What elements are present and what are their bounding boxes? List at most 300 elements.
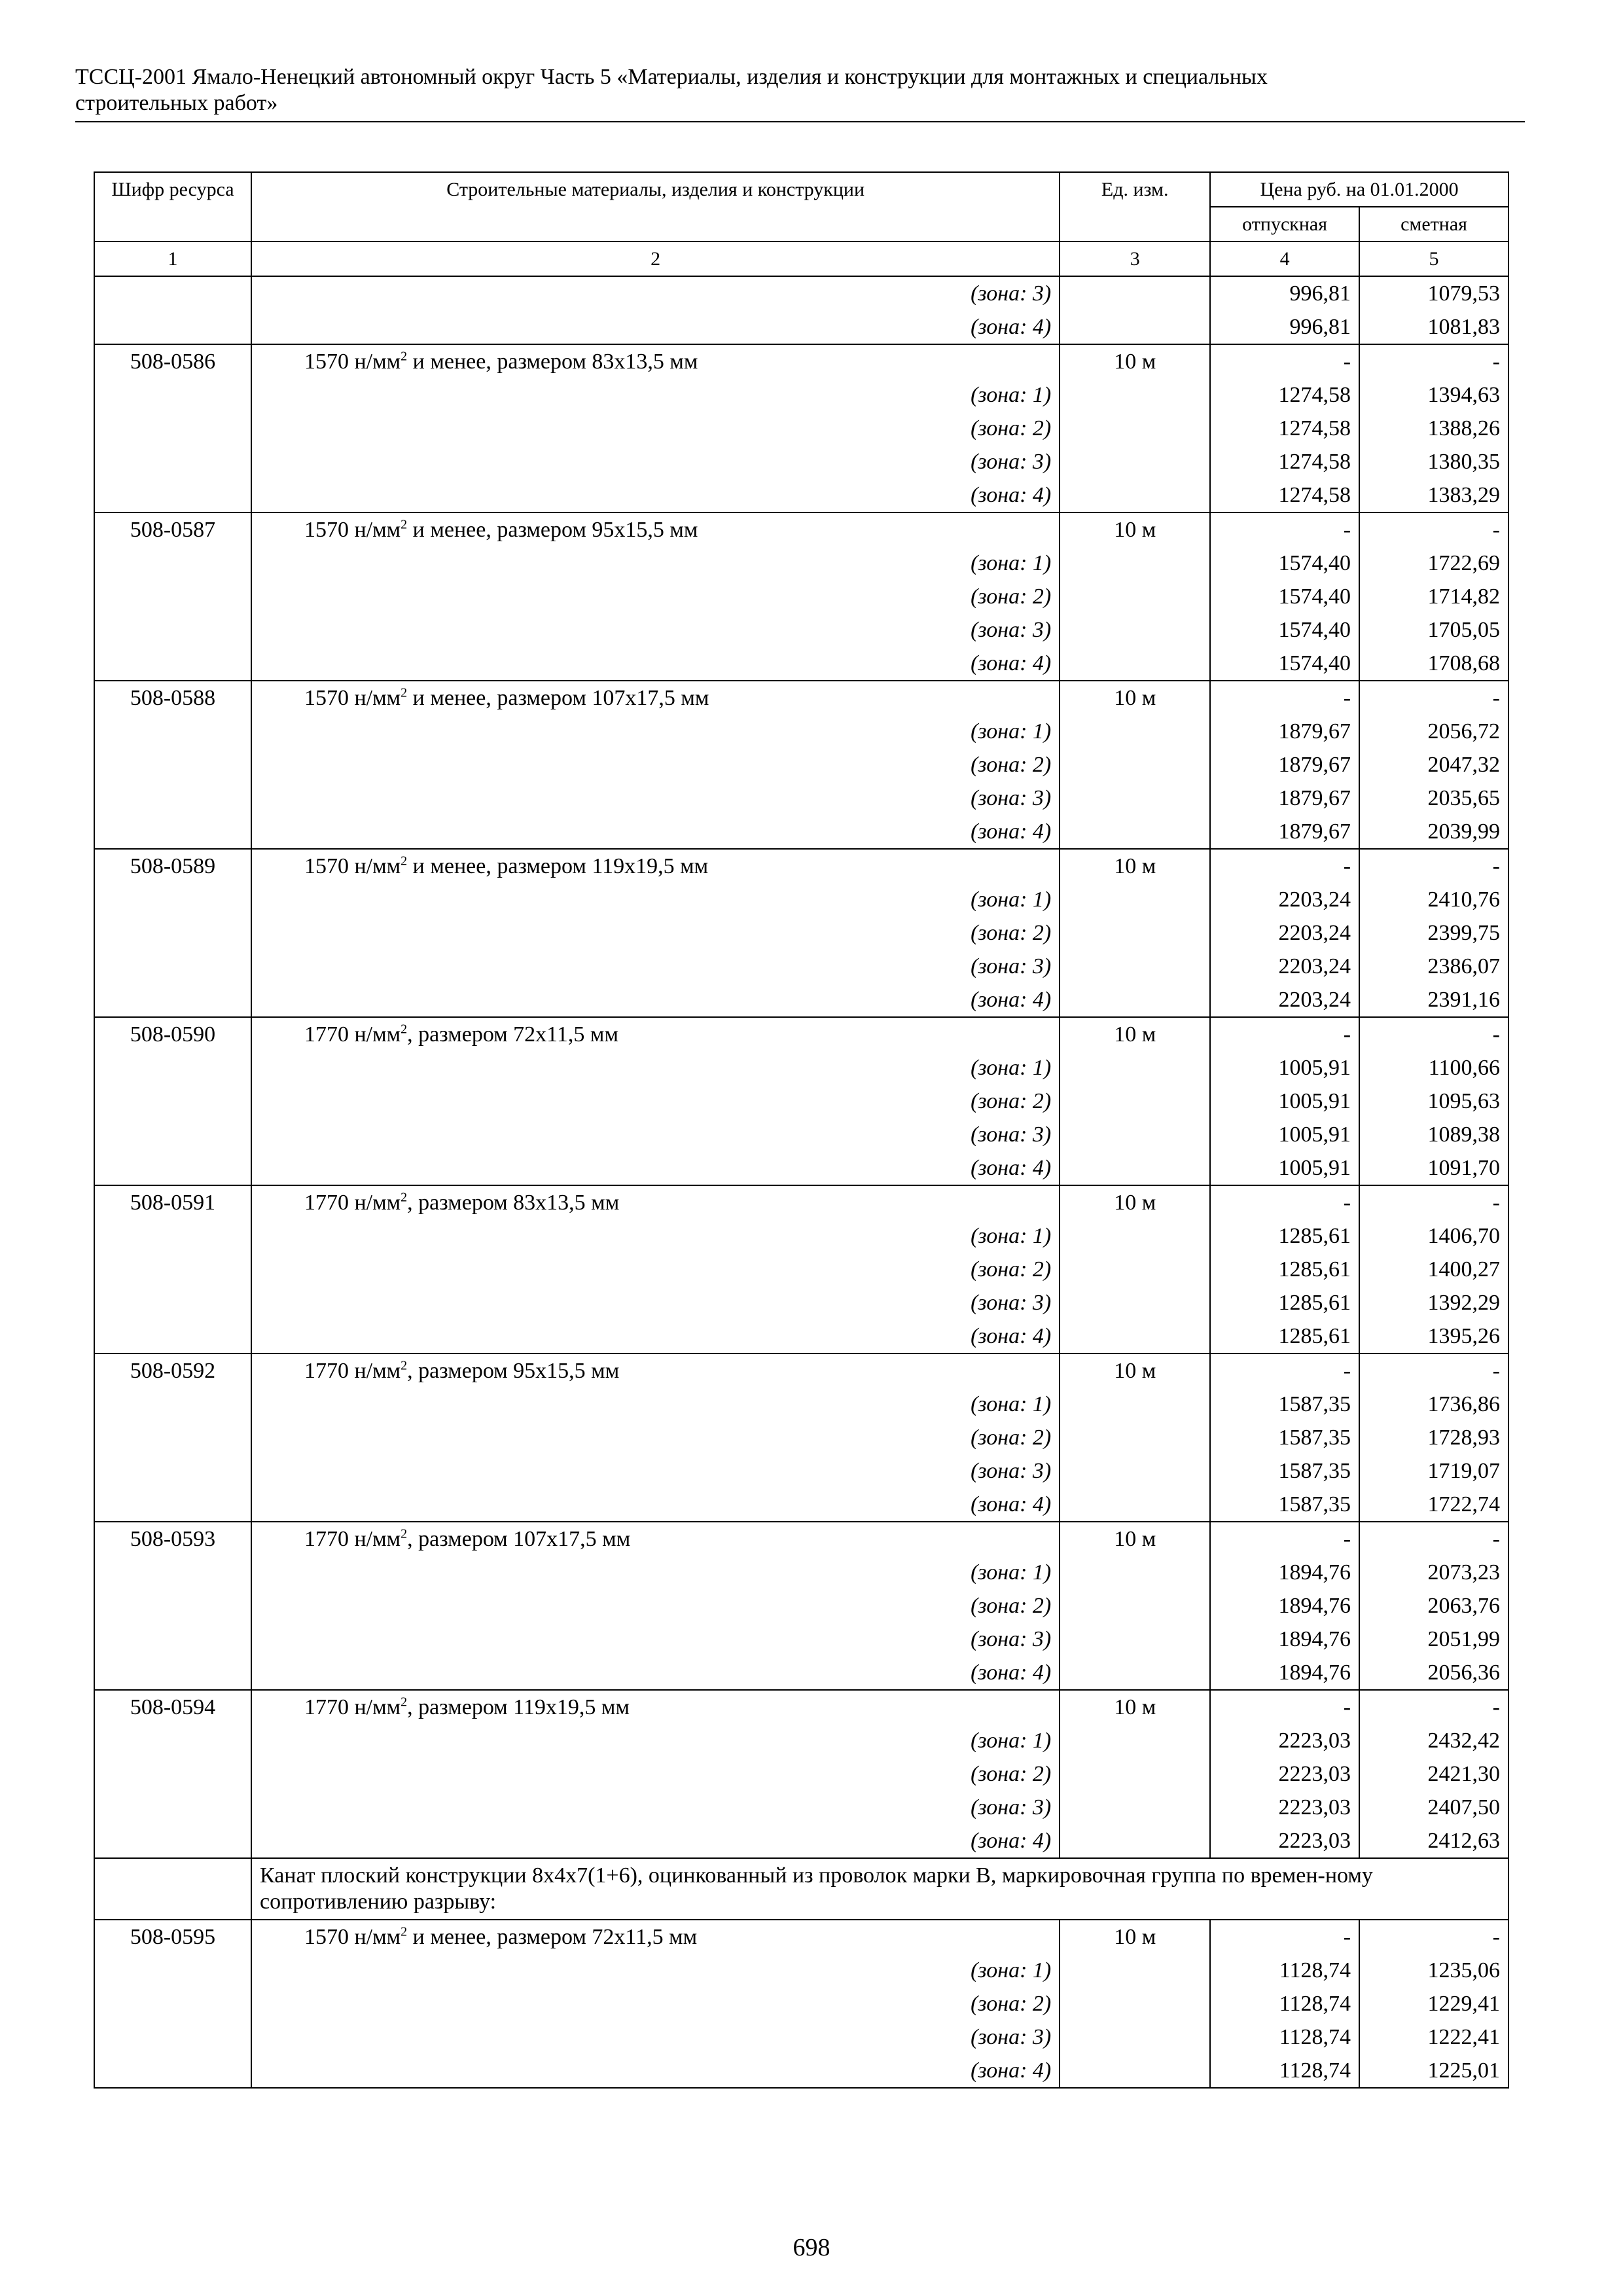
zone-label: (зона: 4) — [251, 1488, 1060, 1522]
zone-row — [94, 1656, 1508, 1690]
code-cell — [94, 1219, 251, 1253]
estimate-price: 2051,99 — [1359, 1623, 1508, 1656]
estimate-price: 1736,86 — [1359, 1388, 1508, 1421]
estimate-dash: - — [1359, 1017, 1508, 1051]
header-estimate-price: сметная — [1359, 207, 1508, 242]
unit-cell — [1060, 1724, 1210, 1757]
code-cell — [94, 815, 251, 849]
resource-code: 508-0586 — [94, 344, 251, 378]
zone-label: (зона: 3) — [251, 1286, 1060, 1319]
code-cell — [94, 748, 251, 781]
release-price: 1274,58 — [1210, 478, 1359, 512]
resource-name-text: 1570 н/мм — [304, 518, 401, 542]
zone-row — [94, 1954, 1508, 1987]
zone-row — [94, 1556, 1508, 1589]
superscript-2: 2 — [401, 1924, 408, 1939]
zone-row — [94, 1488, 1508, 1522]
superscript-2: 2 — [401, 1022, 408, 1037]
zone-row — [94, 647, 1508, 681]
code-cell — [94, 1488, 251, 1522]
code-cell — [94, 1623, 251, 1656]
estimate-price: 2399,75 — [1359, 916, 1508, 950]
zone-label: (зона: 4) — [251, 983, 1060, 1017]
estimate-price: 2412,63 — [1359, 1824, 1508, 1858]
zone-row — [94, 1219, 1508, 1253]
zone-row — [94, 815, 1508, 849]
code-cell — [94, 478, 251, 512]
zone-row — [94, 883, 1508, 916]
unit-cell — [1060, 613, 1210, 647]
resource-name — [251, 1690, 1060, 1724]
unit-cell — [1060, 815, 1210, 849]
unit-value: 10 м — [1060, 1017, 1210, 1051]
zone-row — [94, 1824, 1508, 1858]
code-cell — [94, 1724, 251, 1757]
zone-label: (зона: 2) — [251, 1987, 1060, 2020]
code-cell — [94, 1253, 251, 1286]
release-price: 1285,61 — [1210, 1219, 1359, 1253]
table-header-row — [94, 172, 1508, 207]
zone-label: (зона: 1) — [251, 378, 1060, 412]
release-dash: - — [1210, 512, 1359, 547]
release-price: 1285,61 — [1210, 1253, 1359, 1286]
zone-label: (зона: 3) — [251, 2020, 1060, 2054]
release-price: 1005,91 — [1210, 1051, 1359, 1085]
code-cell — [94, 781, 251, 815]
resource-name-suffix: , размером 119х19,5 мм — [407, 1695, 630, 1719]
estimate-price: 1095,63 — [1359, 1085, 1508, 1118]
unit-cell — [1060, 580, 1210, 613]
resource-code: 508-0594 — [94, 1690, 251, 1724]
zone-row — [94, 547, 1508, 580]
zone-label: (зона: 4) — [251, 2054, 1060, 2088]
code-cell — [94, 310, 251, 344]
release-price: 2203,24 — [1210, 916, 1359, 950]
header-unit: Ед. изм. — [1060, 172, 1210, 242]
estimate-price: 1406,70 — [1359, 1219, 1508, 1253]
estimate-dash: - — [1359, 344, 1508, 378]
unit-cell — [1060, 276, 1210, 310]
zone-row — [94, 1454, 1508, 1488]
unit-cell — [1060, 1319, 1210, 1354]
resource-row — [94, 1522, 1508, 1556]
code-cell — [94, 883, 251, 916]
code-cell — [94, 1319, 251, 1354]
zone-row — [94, 983, 1508, 1017]
column-number-row — [94, 242, 1508, 276]
zone-label: (зона: 1) — [251, 1724, 1060, 1757]
resource-name-suffix: , размером 107х17,5 мм — [407, 1527, 631, 1551]
release-price: 1285,61 — [1210, 1319, 1359, 1354]
zone-row — [94, 2054, 1508, 2088]
unit-cell — [1060, 1454, 1210, 1488]
page-number: 698 — [793, 2234, 830, 2261]
header-price: Цена руб. на 01.01.2000 — [1210, 172, 1508, 207]
code-cell — [94, 1791, 251, 1824]
header-line-1: ТССЦ-2001 Ямало-Ненецкий автономный округ Часть 5 «Материалы, изделия и конструкции для монтажных и специальных — [75, 65, 1268, 89]
release-price: 1285,61 — [1210, 1286, 1359, 1319]
unit-value: 10 м — [1060, 681, 1210, 715]
release-dash: - — [1210, 1522, 1359, 1556]
resource-code: 508-0589 — [94, 849, 251, 883]
resource-code: 508-0592 — [94, 1354, 251, 1388]
zone-row — [94, 1286, 1508, 1319]
release-price: 1005,91 — [1210, 1118, 1359, 1151]
release-price: 1274,58 — [1210, 378, 1359, 412]
code-cell — [94, 547, 251, 580]
release-price: 1274,58 — [1210, 445, 1359, 478]
release-price: 1128,74 — [1210, 1954, 1359, 1987]
zone-label: (зона: 1) — [251, 1219, 1060, 1253]
zone-label: (зона: 2) — [251, 1589, 1060, 1623]
release-dash: - — [1210, 1017, 1359, 1051]
release-price: 1879,67 — [1210, 781, 1359, 815]
estimate-dash: - — [1359, 1690, 1508, 1724]
zone-label: (зона: 3) — [251, 445, 1060, 478]
zone-label: (зона: 2) — [251, 748, 1060, 781]
code-cell — [94, 647, 251, 681]
zone-row — [94, 1791, 1508, 1824]
release-price: 2203,24 — [1210, 983, 1359, 1017]
unit-cell — [1060, 2020, 1210, 2054]
zone-row — [94, 276, 1508, 310]
zone-label: (зона: 4) — [251, 1824, 1060, 1858]
column-number: 2 — [251, 242, 1060, 276]
resource-name-text: 1770 н/мм — [304, 1022, 401, 1047]
zone-label: (зона: 3) — [251, 1791, 1060, 1824]
header-name: Строительные материалы, изделия и конструкции — [251, 172, 1060, 242]
superscript-2: 2 — [401, 1526, 408, 1541]
estimate-price: 1079,53 — [1359, 276, 1508, 310]
unit-cell — [1060, 1421, 1210, 1454]
release-price: 2223,03 — [1210, 1724, 1359, 1757]
unit-cell — [1060, 445, 1210, 478]
zone-row — [94, 2020, 1508, 2054]
unit-cell — [1060, 715, 1210, 748]
resource-name-text: 1570 н/мм — [304, 1925, 401, 1949]
code-cell — [94, 950, 251, 983]
estimate-price: 1714,82 — [1359, 580, 1508, 613]
estimate-price: 1229,41 — [1359, 1987, 1508, 2020]
release-price: 1005,91 — [1210, 1085, 1359, 1118]
resource-name — [251, 681, 1060, 715]
unit-cell — [1060, 781, 1210, 815]
resource-name-text: 1770 н/мм — [304, 1527, 401, 1551]
resource-row — [94, 1185, 1508, 1219]
estimate-price: 1089,38 — [1359, 1118, 1508, 1151]
estimate-dash: - — [1359, 681, 1508, 715]
zone-label: (зона: 4) — [251, 1319, 1060, 1354]
unit-cell — [1060, 1051, 1210, 1085]
resource-row — [94, 1920, 1508, 1954]
estimate-dash: - — [1359, 1354, 1508, 1388]
code-cell — [94, 1954, 251, 1987]
unit-cell — [1060, 310, 1210, 344]
release-price: 1005,91 — [1210, 1151, 1359, 1185]
resource-name — [251, 1522, 1060, 1556]
zone-row — [94, 1421, 1508, 1454]
resource-name-suffix: и менее, размером 107х17,5 мм — [407, 686, 709, 710]
estimate-price: 2039,99 — [1359, 815, 1508, 849]
estimate-price: 2407,50 — [1359, 1791, 1508, 1824]
code-cell — [94, 1858, 251, 1920]
zone-label: (зона: 1) — [251, 1556, 1060, 1589]
unit-value: 10 м — [1060, 512, 1210, 547]
resource-row — [94, 512, 1508, 547]
superscript-2: 2 — [401, 1695, 408, 1710]
superscript-2: 2 — [401, 685, 408, 700]
release-dash: - — [1210, 1185, 1359, 1219]
zone-row — [94, 1151, 1508, 1185]
unit-cell — [1060, 748, 1210, 781]
estimate-price: 1392,29 — [1359, 1286, 1508, 1319]
estimate-price: 2047,32 — [1359, 748, 1508, 781]
page-header — [75, 64, 1525, 117]
unit-cell — [1060, 412, 1210, 445]
zone-label: (зона: 1) — [251, 1954, 1060, 1987]
zone-row — [94, 580, 1508, 613]
zone-row — [94, 1724, 1508, 1757]
zone-row — [94, 412, 1508, 445]
estimate-price: 1225,01 — [1359, 2054, 1508, 2088]
zone-label: (зона: 4) — [251, 647, 1060, 681]
zone-label: (зона: 2) — [251, 1253, 1060, 1286]
unit-cell — [1060, 1286, 1210, 1319]
estimate-dash: - — [1359, 1920, 1508, 1954]
code-cell — [94, 412, 251, 445]
release-price: 1894,76 — [1210, 1656, 1359, 1690]
unit-cell — [1060, 1954, 1210, 1987]
unit-cell — [1060, 950, 1210, 983]
unit-value: 10 м — [1060, 344, 1210, 378]
zone-label: (зона: 4) — [251, 815, 1060, 849]
code-cell — [94, 983, 251, 1017]
estimate-price: 1222,41 — [1359, 2020, 1508, 2054]
zone-row — [94, 310, 1508, 344]
unit-cell — [1060, 1791, 1210, 1824]
estimate-price: 1383,29 — [1359, 478, 1508, 512]
release-price: 1587,35 — [1210, 1454, 1359, 1488]
code-cell — [94, 1118, 251, 1151]
code-cell — [94, 378, 251, 412]
resource-name — [251, 512, 1060, 547]
estimate-price: 2073,23 — [1359, 1556, 1508, 1589]
unit-cell — [1060, 378, 1210, 412]
release-price: 1574,40 — [1210, 580, 1359, 613]
release-price: 1894,76 — [1210, 1623, 1359, 1656]
zone-row — [94, 715, 1508, 748]
section-heading: Канат плоский конструкции 8х4х7(1+6), оцинкованный из проволок марки В, маркировочная группа по времен-ному сопротивлению разрыву: — [251, 1858, 1508, 1920]
resource-name — [251, 344, 1060, 378]
resource-name-text: 1770 н/мм — [304, 1695, 401, 1719]
estimate-price: 1091,70 — [1359, 1151, 1508, 1185]
estimate-price: 1380,35 — [1359, 445, 1508, 478]
release-price: 1587,35 — [1210, 1421, 1359, 1454]
zone-label: (зона: 3) — [251, 781, 1060, 815]
release-dash: - — [1210, 344, 1359, 378]
unit-cell — [1060, 1656, 1210, 1690]
code-cell — [94, 1051, 251, 1085]
code-cell — [94, 1388, 251, 1421]
header-release-price: отпускная — [1210, 207, 1359, 242]
release-price: 1574,40 — [1210, 647, 1359, 681]
zone-row — [94, 1319, 1508, 1354]
code-cell — [94, 276, 251, 310]
zone-label: (зона: 1) — [251, 883, 1060, 916]
zone-label: (зона: 1) — [251, 715, 1060, 748]
unit-value: 10 м — [1060, 1522, 1210, 1556]
release-price: 1574,40 — [1210, 613, 1359, 647]
code-cell — [94, 2020, 251, 2054]
estimate-dash: - — [1359, 1185, 1508, 1219]
code-cell — [94, 613, 251, 647]
resource-row — [94, 849, 1508, 883]
code-cell — [94, 580, 251, 613]
release-price: 1587,35 — [1210, 1388, 1359, 1421]
unit-cell — [1060, 1118, 1210, 1151]
resource-name-suffix: , размером 95х15,5 мм — [407, 1359, 620, 1383]
resource-name-suffix: и менее, размером 83х13,5 мм — [407, 350, 698, 374]
estimate-price: 2421,30 — [1359, 1757, 1508, 1791]
zone-row — [94, 1589, 1508, 1623]
zone-row — [94, 1987, 1508, 2020]
release-price: 996,81 — [1210, 276, 1359, 310]
release-price: 1894,76 — [1210, 1589, 1359, 1623]
zone-row — [94, 613, 1508, 647]
header-code: Шифр ресурса — [94, 172, 251, 242]
release-dash: - — [1210, 681, 1359, 715]
code-cell — [94, 1286, 251, 1319]
estimate-price: 1728,93 — [1359, 1421, 1508, 1454]
unit-value: 10 м — [1060, 1354, 1210, 1388]
release-price: 2203,24 — [1210, 883, 1359, 916]
release-price: 1128,74 — [1210, 2054, 1359, 2088]
zone-row — [94, 1253, 1508, 1286]
code-cell — [94, 1824, 251, 1858]
unit-cell — [1060, 1219, 1210, 1253]
release-price: 996,81 — [1210, 310, 1359, 344]
unit-cell — [1060, 1556, 1210, 1589]
zone-label: (зона: 2) — [251, 1421, 1060, 1454]
resource-name — [251, 1185, 1060, 1219]
price-table-body — [94, 172, 1508, 2088]
header-line-2: строительных работ» — [75, 91, 278, 115]
resource-code: 508-0590 — [94, 1017, 251, 1051]
zone-row — [94, 1051, 1508, 1085]
resource-name-text: 1570 н/мм — [304, 854, 401, 878]
column-number: 1 — [94, 242, 251, 276]
resource-name-text: 1570 н/мм — [304, 686, 401, 710]
estimate-price: 1705,05 — [1359, 613, 1508, 647]
release-price: 1574,40 — [1210, 547, 1359, 580]
code-cell — [94, 1757, 251, 1791]
code-cell — [94, 1151, 251, 1185]
release-price: 2223,03 — [1210, 1824, 1359, 1858]
release-price: 2223,03 — [1210, 1757, 1359, 1791]
unit-cell — [1060, 478, 1210, 512]
resource-row — [94, 1690, 1508, 1724]
estimate-price: 1235,06 — [1359, 1954, 1508, 1987]
unit-value: 10 м — [1060, 1185, 1210, 1219]
unit-cell — [1060, 1824, 1210, 1858]
zone-label: (зона: 2) — [251, 916, 1060, 950]
resource-name-suffix: и менее, размером 119х19,5 мм — [407, 854, 709, 878]
code-cell — [94, 1589, 251, 1623]
resource-name-suffix: и менее, размером 72х11,5 мм — [407, 1925, 698, 1949]
unit-value: 10 м — [1060, 1920, 1210, 1954]
estimate-price: 2063,76 — [1359, 1589, 1508, 1623]
code-cell — [94, 1556, 251, 1589]
unit-cell — [1060, 1623, 1210, 1656]
superscript-2: 2 — [401, 349, 408, 364]
zone-label: (зона: 3) — [251, 1623, 1060, 1656]
superscript-2: 2 — [401, 1358, 408, 1373]
price-table — [94, 171, 1509, 2089]
release-price: 2223,03 — [1210, 1791, 1359, 1824]
code-cell — [94, 1085, 251, 1118]
zone-row — [94, 781, 1508, 815]
estimate-dash: - — [1359, 512, 1508, 547]
resource-name — [251, 1920, 1060, 1954]
resource-code: 508-0593 — [94, 1522, 251, 1556]
zone-label: (зона: 2) — [251, 1757, 1060, 1791]
resource-name — [251, 849, 1060, 883]
zone-label: (зона: 3) — [251, 276, 1060, 310]
release-price: 1879,67 — [1210, 748, 1359, 781]
resource-name-suffix: и менее, размером 95х15,5 мм — [407, 518, 698, 542]
estimate-price: 1708,68 — [1359, 647, 1508, 681]
estimate-price: 1719,07 — [1359, 1454, 1508, 1488]
zone-row — [94, 950, 1508, 983]
unit-cell — [1060, 1388, 1210, 1421]
estimate-price: 2056,36 — [1359, 1656, 1508, 1690]
resource-row — [94, 1354, 1508, 1388]
release-dash: - — [1210, 1690, 1359, 1724]
code-cell — [94, 2054, 251, 2088]
zone-label: (зона: 1) — [251, 547, 1060, 580]
resource-code: 508-0591 — [94, 1185, 251, 1219]
unit-cell — [1060, 1253, 1210, 1286]
unit-cell — [1060, 1151, 1210, 1185]
unit-cell — [1060, 1488, 1210, 1522]
unit-cell — [1060, 1589, 1210, 1623]
zone-label: (зона: 3) — [251, 613, 1060, 647]
estimate-dash: - — [1359, 1522, 1508, 1556]
estimate-price: 1394,63 — [1359, 378, 1508, 412]
resource-name — [251, 1354, 1060, 1388]
superscript-2: 2 — [401, 517, 408, 532]
estimate-price: 2035,65 — [1359, 781, 1508, 815]
release-price: 1879,67 — [1210, 715, 1359, 748]
zone-label: (зона: 4) — [251, 1151, 1060, 1185]
zone-row — [94, 916, 1508, 950]
release-price: 1894,76 — [1210, 1556, 1359, 1589]
column-number: 3 — [1060, 242, 1210, 276]
resource-row — [94, 681, 1508, 715]
zone-label: (зона: 2) — [251, 412, 1060, 445]
release-dash: - — [1210, 1920, 1359, 1954]
resource-name-text: 1770 н/мм — [304, 1191, 401, 1215]
unit-cell — [1060, 647, 1210, 681]
code-cell — [94, 1656, 251, 1690]
resource-code: 508-0587 — [94, 512, 251, 547]
release-price: 1274,58 — [1210, 412, 1359, 445]
resource-row — [94, 344, 1508, 378]
zone-row — [94, 1623, 1508, 1656]
zone-row — [94, 1085, 1508, 1118]
resource-row — [94, 1017, 1508, 1051]
release-dash: - — [1210, 1354, 1359, 1388]
